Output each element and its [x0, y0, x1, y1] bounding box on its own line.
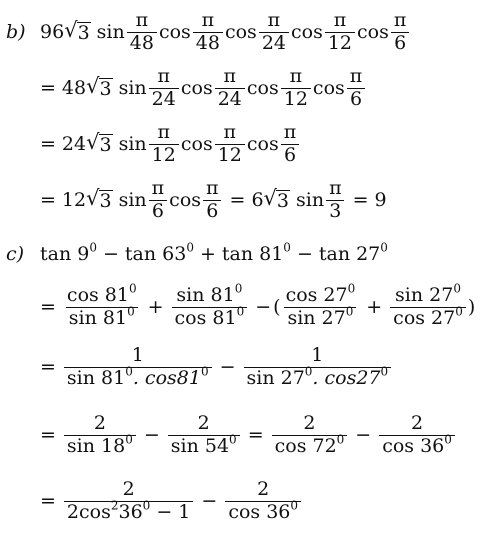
part-b-label: b) — [6, 21, 26, 44]
coefficient: 48 — [61, 77, 87, 100]
fraction: $\frac{\pi}{24}$ — [149, 66, 179, 111]
paren: ) — [467, 296, 476, 319]
equals: = — [40, 133, 56, 156]
equals: = — [40, 189, 56, 212]
equals: = — [40, 490, 56, 513]
fraction: $\frac{\pi}{6}$ — [347, 66, 366, 111]
operator: − — [355, 424, 372, 447]
fraction: $\frac{\pi}{12}$ — [325, 10, 355, 55]
b-line-3 — [0, 122, 301, 167]
operator: − — [143, 424, 160, 447]
cos: cos — [180, 133, 213, 156]
operator: + — [366, 296, 383, 319]
sqrt: √ 3 — [263, 186, 290, 213]
fraction: $\frac{\pi}{12}$ — [281, 66, 311, 111]
equals: = — [40, 424, 56, 447]
cos: cos — [312, 77, 345, 100]
fraction: $\frac{2}{\sin 18^0}$ — [64, 413, 136, 458]
c-line-1 — [0, 240, 388, 265]
equals: = — [40, 77, 56, 100]
fraction: $\frac{2}{\cos 72^0}$ — [272, 413, 348, 458]
fraction: $\frac{\sin 81^0}{\cos 81^0}$ — [172, 285, 248, 330]
fraction: $\frac{\pi}{6}$ — [203, 178, 222, 223]
fraction: $\frac{2}{\cos 36^0}$ — [225, 479, 301, 524]
b-line-2 — [0, 66, 367, 111]
coefficient: 24 — [61, 133, 87, 156]
sin: sin — [118, 133, 147, 156]
term: $\tan 9^0$ — [40, 240, 97, 265]
c-line-3 — [0, 345, 393, 390]
fraction: $\frac{\cos 81^0}{\sin 81^0}$ — [66, 281, 137, 329]
fraction: $\frac{\pi}{3}$ — [326, 178, 345, 223]
sin: sin — [296, 189, 325, 212]
cos: cos — [291, 21, 323, 44]
cos: cos — [357, 21, 389, 44]
c-line-4 — [0, 413, 457, 458]
fraction: $\frac{\pi}{12}$ — [149, 122, 179, 167]
cos: cos — [169, 189, 202, 212]
fraction: $\frac{\pi}{48}$ — [193, 10, 223, 55]
equals: = — [40, 296, 56, 319]
equals: = — [229, 189, 246, 212]
operator: + — [147, 296, 164, 319]
equals: = — [247, 424, 264, 447]
fraction: $\frac{\cos 27^0}{\sin 27^0}$ — [285, 281, 356, 329]
fraction: $\frac{1}{\sin 81^0. \cos 81^0}$ — [64, 345, 212, 390]
fraction: $\frac{\pi}{48}$ — [127, 10, 157, 55]
b-line-4 — [0, 178, 387, 223]
fraction: $\frac{\pi}{6}$ — [391, 10, 410, 55]
coefficient: 6 — [251, 189, 264, 212]
sqrt: √ 3 — [64, 18, 90, 45]
fraction: $\frac{2}{\sin 54^0}$ — [168, 413, 240, 458]
sqrt: √ 3 — [86, 74, 112, 101]
coefficient: 12 — [61, 189, 87, 212]
coefficient: 96 — [40, 21, 65, 44]
fraction: $\frac{2}{\cos 36^0}$ — [379, 413, 455, 458]
paren: ( — [273, 296, 281, 319]
cos: cos — [246, 133, 279, 156]
cos: cos — [246, 77, 279, 100]
operator: − — [219, 356, 236, 379]
sin: sin — [118, 77, 147, 100]
part-c-label: c) — [6, 243, 25, 265]
operator: + — [199, 243, 216, 265]
fraction: $\frac{\pi}{12}$ — [215, 122, 245, 167]
sqrt: √ 3 — [86, 130, 112, 157]
term: $\tan 27^0$ — [318, 240, 388, 265]
operator: − — [296, 243, 313, 265]
fraction: $\frac{\pi}{6}$ — [281, 122, 300, 167]
fraction: $\frac{\pi}{24}$ — [215, 66, 245, 111]
cos: cos — [158, 21, 191, 44]
operator: − — [201, 490, 218, 513]
result: 9 — [374, 189, 387, 212]
c-line-5 — [0, 479, 303, 524]
sqrt: √ 3 — [86, 186, 112, 213]
fraction: $\frac{\pi}{6}$ — [149, 178, 168, 223]
fraction: $\frac{\sin 27^0}{\cos 27^0}$ — [390, 285, 466, 330]
equals: = — [40, 356, 56, 379]
operator: − — [102, 243, 119, 265]
fraction: $\frac{\pi}{24}$ — [259, 10, 289, 55]
operator: − — [255, 296, 272, 319]
term: $\tan 63^0$ — [124, 240, 194, 265]
sin: sin — [118, 189, 147, 212]
fraction: $\frac{1}{\sin 27^0. \cos 27^0}$ — [244, 345, 392, 390]
cos: cos — [180, 77, 213, 100]
fraction: $\frac{2}{2\cos^236^0 - 1}$ — [64, 479, 193, 524]
equals: = — [352, 189, 369, 212]
cos: cos — [224, 21, 257, 44]
c-line-2 — [0, 281, 476, 330]
term: $\tan 81^0$ — [221, 240, 291, 265]
b-line-1 — [0, 10, 411, 55]
sin: sin — [96, 21, 125, 44]
